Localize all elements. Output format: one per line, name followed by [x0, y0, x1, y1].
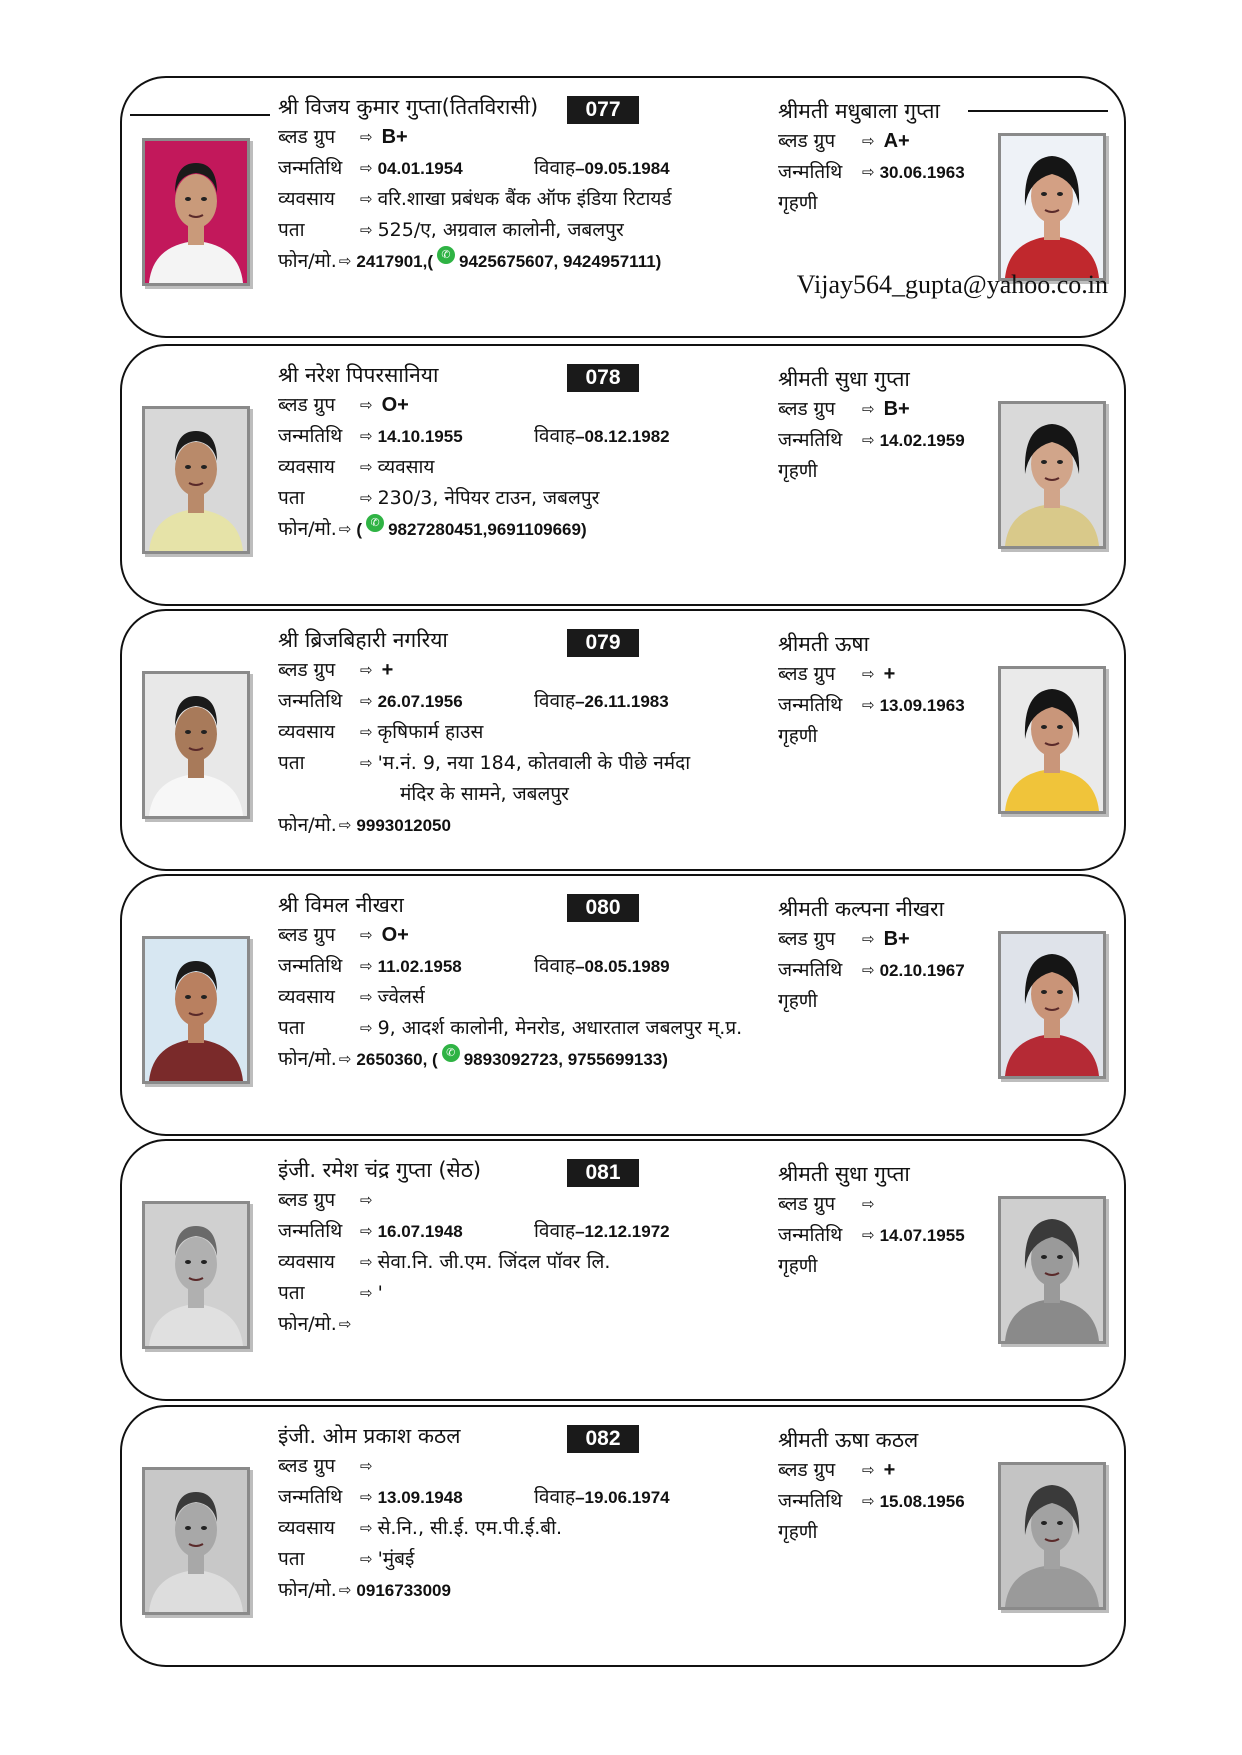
whatsapp-icon: ✆ [442, 1044, 460, 1062]
arrow-icon: ⇨ [360, 221, 373, 239]
husband-info [278, 360, 808, 545]
member-number-badge: 078 [567, 364, 639, 392]
husband-photo [142, 406, 250, 554]
arrow-icon: ⇨ [862, 400, 875, 418]
husband-occupation: कृषिफार्म हाउस [377, 721, 484, 743]
husband-address: 9, आदर्श कालोनी, मेनरोड, अधारताल जबलपुर म्.प्र. [377, 1017, 743, 1039]
wife-occupation: गृहणी [778, 990, 818, 1012]
occupation-label: व्यवसाय [278, 986, 335, 1008]
wife-occupation: गृहणी [778, 1255, 818, 1277]
arrow-icon: ⇨ [360, 1191, 373, 1209]
marriage-value: 26.11.1983 [584, 692, 669, 711]
husband-phone: 9893092723, 9755699133) [463, 1050, 668, 1069]
marriage-label: विवाह [534, 690, 576, 712]
arrow-icon: ⇨ [360, 692, 373, 710]
whatsapp-icon: ✆ [366, 514, 384, 532]
wife-name: श्रीमती सुधा गुप्ता [778, 1162, 910, 1186]
arrow-icon: ⇨ [360, 926, 373, 944]
husband-info [278, 1421, 808, 1606]
arrow-icon: ⇨ [862, 665, 875, 683]
wife-occupation: गृहणी [778, 192, 818, 214]
arrow-icon: ⇨ [862, 1195, 875, 1213]
marriage-date: विवाह–19.06.1974 [534, 1486, 670, 1508]
marriage-date: विवाह–26.11.1983 [534, 690, 669, 712]
dob-label: जन्मतिथि [278, 690, 343, 712]
husband-name: इंजी. रमेश चंद्र गुप्ता (सेठ) [278, 1158, 482, 1182]
wife-photo [998, 1196, 1106, 1344]
blood-group-label: ब्लड ग्रुप [278, 1189, 336, 1211]
address-label: पता [278, 1548, 305, 1570]
wife-dob: 02.10.1967 [879, 961, 965, 980]
arrow-icon: ⇨ [360, 1488, 373, 1506]
husband-dob: 04.01.1954 [377, 159, 463, 178]
occupation-label: व्यवसाय [278, 721, 335, 743]
arrow-icon: ⇨ [360, 661, 373, 679]
wife-dob: 14.02.1959 [879, 431, 965, 450]
husband-occupation: व्यवसाय [377, 456, 435, 478]
wife-occupation: गृहणी [778, 1521, 818, 1543]
arrow-icon: ⇨ [360, 1457, 373, 1475]
dob-label: जन्मतिथि [778, 694, 843, 716]
member-number-badge: 080 [567, 894, 639, 922]
wife-occupation: गृहणी [778, 725, 818, 747]
arrow-icon: ⇨ [862, 930, 875, 948]
husband-name: इंजी. ओम प्रकाश कठल [278, 1424, 461, 1448]
arrow-icon: ⇨ [862, 696, 875, 714]
husband-address: 525/ए, अग्रवाल कालोनी, जबलपुर [377, 219, 624, 241]
dob-label: जन्मतिथि [778, 1490, 843, 1512]
wife-info [778, 96, 978, 219]
dob-label: जन्मतिथि [278, 425, 343, 447]
address-label: पता [278, 219, 305, 241]
blood-group-label: ब्लड ग्रुप [278, 659, 336, 681]
husband-photo [142, 1467, 250, 1615]
member-card [120, 1405, 1126, 1667]
marriage-value: 08.12.1982 [584, 427, 670, 446]
husband-phone: 9993012050 [356, 816, 451, 835]
dob-label: जन्मतिथि [278, 955, 343, 977]
arrow-icon: ⇨ [338, 252, 352, 270]
arrow-icon: ⇨ [360, 1284, 373, 1302]
phone-label: फोन/मो. [278, 814, 337, 836]
husband-address-line2: मंदिर के सामने, जबलपुर [400, 783, 569, 805]
arrow-icon: ⇨ [360, 1519, 373, 1537]
marriage-label: विवाह [534, 425, 576, 447]
wife-info [778, 629, 978, 752]
marriage-value: 08.05.1989 [584, 957, 670, 976]
arrow-icon: ⇨ [862, 961, 875, 979]
arrow-icon: ⇨ [338, 1581, 352, 1599]
member-number-badge: 077 [567, 96, 639, 124]
arrow-icon: ⇨ [360, 159, 373, 177]
arrow-icon: ⇨ [360, 1019, 373, 1037]
wife-dob: 30.06.1963 [879, 163, 965, 182]
marriage-label: विवाह [534, 157, 576, 179]
husband-dob: 14.10.1955 [377, 427, 463, 446]
phone-prefix: 2650360, ( [356, 1050, 438, 1069]
marriage-label: विवाह [534, 1486, 576, 1508]
husband-dob: 11.02.1958 [377, 957, 462, 976]
member-card [120, 609, 1126, 871]
wife-name: श्रीमती ऊषा कठल [778, 1428, 919, 1452]
divider [968, 110, 1108, 112]
wife-info [778, 894, 978, 1017]
occupation-label: व्यवसाय [278, 1251, 335, 1273]
husband-occupation: वरि.शाखा प्रबंधक बैंक ऑफ इंडिया रिटायर्ड [377, 188, 672, 210]
blood-group-label: ब्लड ग्रुप [778, 1459, 836, 1481]
husband-info [278, 92, 808, 277]
wife-blood-group: B+ [883, 928, 910, 950]
wife-occupation: गृहणी [778, 460, 818, 482]
occupation-label: व्यवसाय [278, 456, 335, 478]
arrow-icon: ⇨ [360, 957, 373, 975]
marriage-date: विवाह–08.12.1982 [534, 425, 670, 447]
arrow-icon: ⇨ [360, 128, 373, 146]
wife-blood-group: + [883, 663, 896, 685]
husband-dob: 26.07.1956 [377, 692, 463, 711]
member-card [120, 874, 1126, 1136]
husband-blood-group: + [381, 659, 394, 681]
dob-label: जन्मतिथि [778, 959, 843, 981]
wife-name: श्रीमती सुधा गुप्ता [778, 367, 910, 391]
marriage-date: विवाह–09.05.1984 [534, 157, 670, 179]
arrow-icon: ⇨ [862, 431, 875, 449]
arrow-icon: ⇨ [360, 1222, 373, 1240]
arrow-icon: ⇨ [360, 190, 373, 208]
marriage-value: 09.05.1984 [584, 159, 670, 178]
wife-photo [998, 666, 1106, 814]
husband-dob: 16.07.1948 [377, 1222, 463, 1241]
blood-group-label: ब्लड ग्रुप [278, 394, 336, 416]
phone-label: फोन/मो. [278, 518, 337, 540]
wife-info [778, 1159, 978, 1282]
phone-label: फोन/मो. [278, 1048, 337, 1070]
dob-label: जन्मतिथि [278, 1486, 343, 1508]
marriage-value: 12.12.1972 [584, 1222, 670, 1241]
wife-dob: 13.09.1963 [879, 696, 965, 715]
arrow-icon: ⇨ [862, 1492, 875, 1510]
wife-name: श्रीमती कल्पना नीखरा [778, 897, 945, 921]
member-card [120, 1139, 1126, 1401]
marriage-date: विवाह–08.05.1989 [534, 955, 670, 977]
address-label: पता [278, 1017, 305, 1039]
husband-phone: 9827280451,9691109669) [388, 520, 587, 539]
arrow-icon: ⇨ [360, 1550, 373, 1568]
phone-label: फोन/मो. [278, 250, 337, 272]
member-number-badge: 079 [567, 629, 639, 657]
wife-dob: 14.07.1955 [879, 1226, 965, 1245]
husband-photo [142, 671, 250, 819]
husband-info [278, 1155, 808, 1340]
husband-phone: 9425675607, 9424957111) [459, 252, 662, 271]
blood-group-label: ब्लड ग्रुप [778, 130, 836, 152]
address-label: पता [278, 1282, 305, 1304]
marriage-label: विवाह [534, 955, 576, 977]
arrow-icon: ⇨ [360, 988, 373, 1006]
arrow-icon: ⇨ [338, 520, 352, 538]
wife-photo [998, 401, 1106, 549]
husband-phone: 0916733009 [356, 1581, 451, 1600]
blood-group-label: ब्लड ग्रुप [278, 1455, 336, 1477]
arrow-icon: ⇨ [862, 1226, 875, 1244]
marriage-date: विवाह–12.12.1972 [534, 1220, 670, 1242]
arrow-icon: ⇨ [862, 163, 875, 181]
husband-name: श्री विमल नीखरा [278, 893, 404, 917]
husband-photo [142, 936, 250, 1084]
arrow-icon: ⇨ [360, 1253, 373, 1271]
occupation-label: व्यवसाय [278, 1517, 335, 1539]
dob-label: जन्मतिथि [778, 161, 843, 183]
occupation-label: व्यवसाय [278, 188, 335, 210]
husband-address: 'म.नं. 9, नया 184, कोतवाली के पीछे नर्मदा [377, 752, 691, 774]
divider [130, 114, 270, 116]
husband-photo [142, 1201, 250, 1349]
arrow-icon: ⇨ [862, 1461, 875, 1479]
member-number-badge: 081 [567, 1159, 639, 1187]
wife-dob: 15.08.1956 [879, 1492, 965, 1511]
arrow-icon: ⇨ [338, 816, 352, 834]
husband-name: श्री ब्रिजबिहारी नगरिया [278, 628, 448, 652]
husband-blood-group: O+ [381, 924, 409, 946]
arrow-icon: ⇨ [338, 1050, 352, 1068]
husband-dob: 13.09.1948 [377, 1488, 463, 1507]
phone-prefix: 2417901,( [356, 252, 433, 271]
husband-name: श्री नरेश पिपरसानिया [278, 363, 439, 387]
arrow-icon: ⇨ [360, 396, 373, 414]
member-card [120, 344, 1126, 606]
husband-occupation: सेवा.नि. जी.एम. जिंदल पॉवर लि. [377, 1251, 611, 1273]
arrow-icon: ⇨ [338, 1315, 352, 1333]
wife-photo [998, 931, 1106, 1079]
husband-address: 230/3, नेपियर टाउन, जबलपुर [377, 487, 600, 509]
arrow-icon: ⇨ [862, 132, 875, 150]
marriage-value: 19.06.1974 [584, 1488, 670, 1507]
address-label: पता [278, 752, 305, 774]
contact-email: Vijay564_gupta@yahoo.co.in [796, 270, 1108, 299]
whatsapp-icon: ✆ [437, 246, 455, 264]
wife-info [778, 364, 978, 487]
wife-name: श्रीमती मधुबाला गुप्ता [778, 99, 940, 123]
arrow-icon: ⇨ [360, 458, 373, 476]
arrow-icon: ⇨ [360, 427, 373, 445]
dob-label: जन्मतिथि [278, 157, 343, 179]
dob-label: जन्मतिथि [778, 429, 843, 451]
phone-label: फोन/मो. [278, 1579, 337, 1601]
husband-blood-group: O+ [381, 394, 409, 416]
blood-group-label: ब्लड ग्रुप [778, 928, 836, 950]
blood-group-label: ब्लड ग्रुप [778, 663, 836, 685]
blood-group-label: ब्लड ग्रुप [278, 126, 336, 148]
husband-blood-group: B+ [381, 126, 408, 148]
blood-group-label: ब्लड ग्रुप [778, 1193, 836, 1215]
wife-blood-group: B+ [883, 398, 910, 420]
husband-occupation: से.नि., सी.ई. एम.पी.ई.बी. [377, 1517, 563, 1539]
husband-info [278, 890, 808, 1075]
husband-address: 'मुंबई [377, 1548, 415, 1570]
husband-address: ' [377, 1282, 383, 1304]
husband-occupation: ज्वेलर्स [377, 986, 425, 1008]
wife-blood-group: A+ [883, 130, 910, 152]
member-number-badge: 082 [567, 1425, 639, 1453]
arrow-icon: ⇨ [360, 754, 373, 772]
blood-group-label: ब्लड ग्रुप [278, 924, 336, 946]
wife-info [778, 1425, 978, 1548]
arrow-icon: ⇨ [360, 489, 373, 507]
husband-photo [142, 138, 250, 286]
arrow-icon: ⇨ [360, 723, 373, 741]
phone-prefix: ( [356, 520, 363, 539]
wife-photo [998, 1462, 1106, 1610]
address-label: पता [278, 487, 305, 509]
dob-label: जन्मतिथि [278, 1220, 343, 1242]
marriage-label: विवाह [534, 1220, 576, 1242]
wife-photo [998, 133, 1106, 281]
blood-group-label: ब्लड ग्रुप [778, 398, 836, 420]
wife-blood-group: + [883, 1459, 896, 1481]
dob-label: जन्मतिथि [778, 1224, 843, 1246]
husband-name: श्री विजय कुमार गुप्ता(तितविरासी) [278, 95, 539, 119]
husband-info [278, 625, 808, 841]
phone-label: फोन/मो. [278, 1313, 337, 1335]
wife-name: श्रीमती ऊषा [778, 632, 870, 656]
